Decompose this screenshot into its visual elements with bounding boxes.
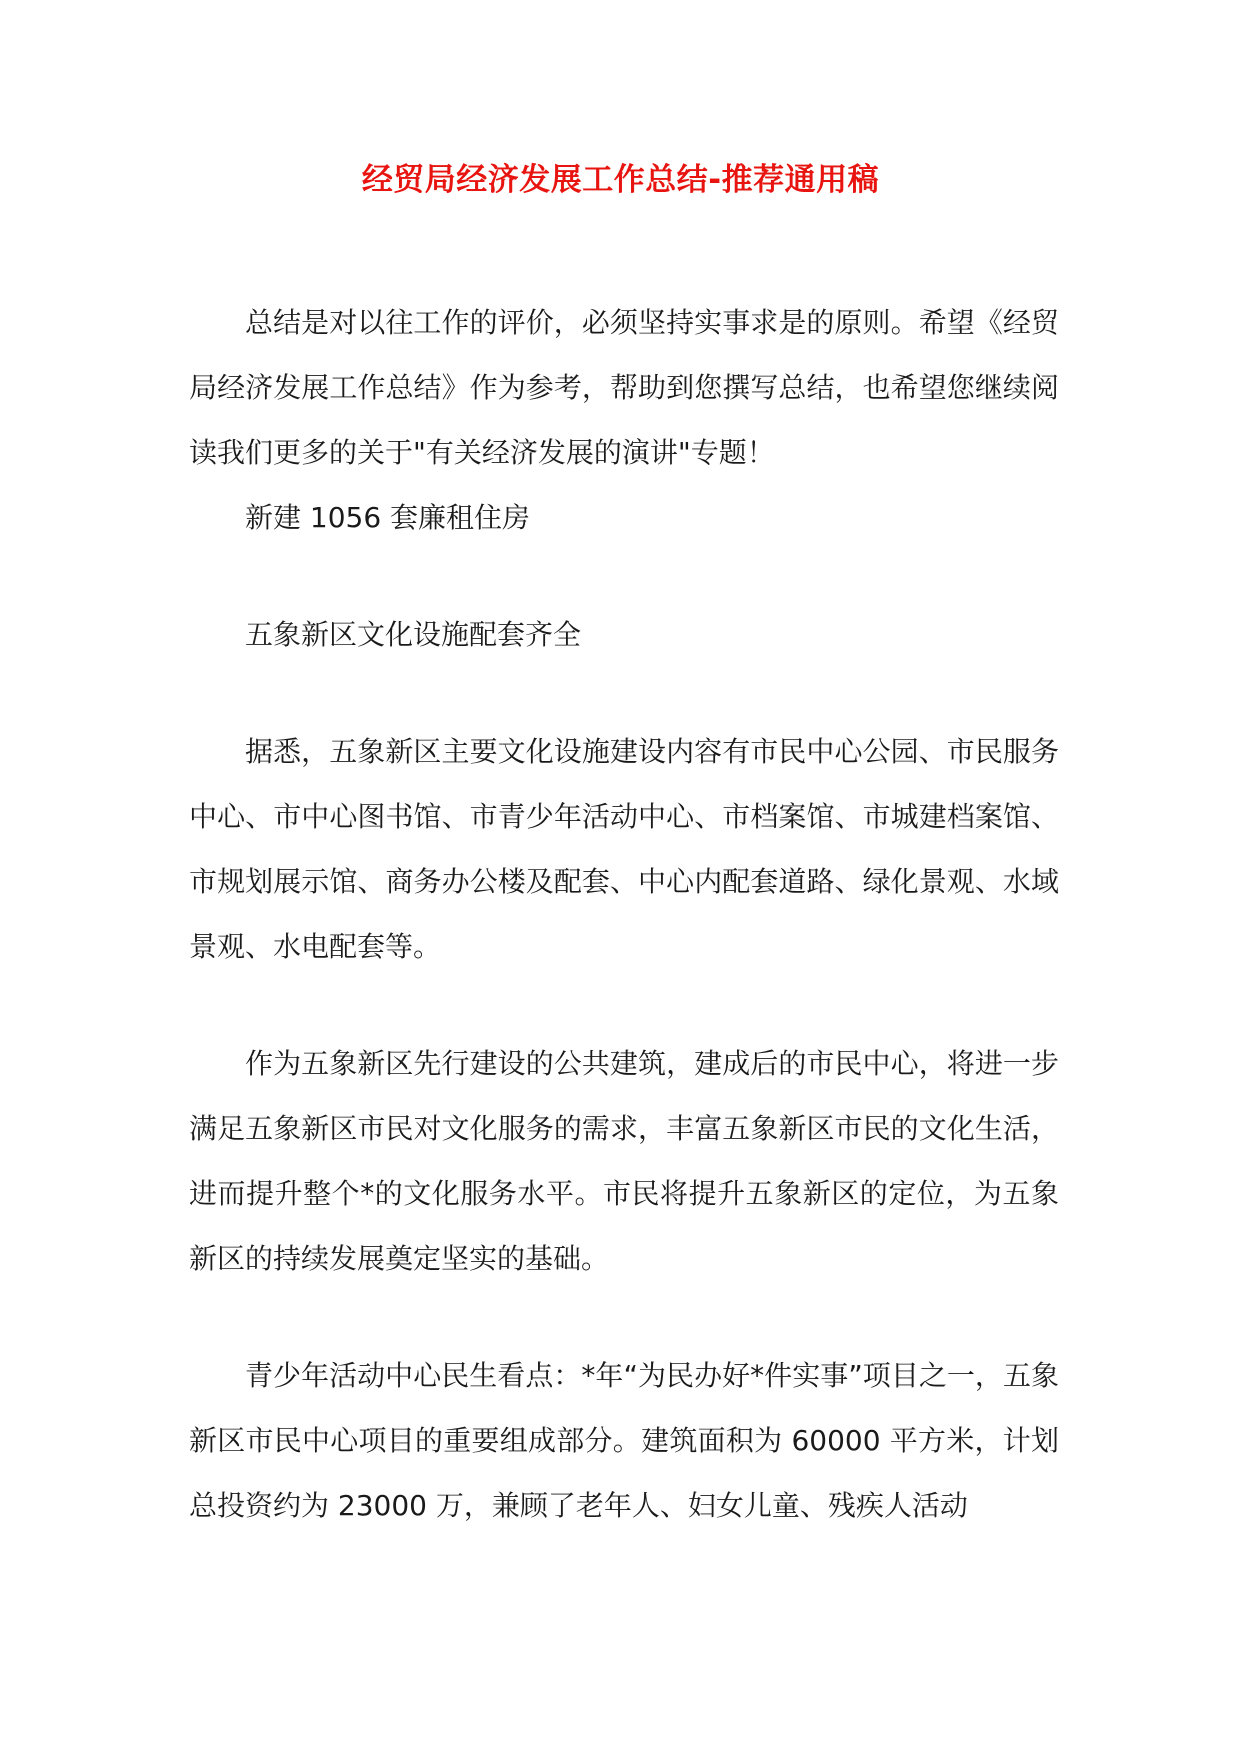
paragraph-facilities: 据悉，五象新区主要文化设施建设内容有市民中心公园、市民服务中心、市中心图书馆、市青少年活动中心、市档案馆、市城建档案馆、市规划展示馆、商务办公楼及配套、中心内配套道路、绿化景观、水域景观、水电配套等。: [189, 735, 1059, 963]
subheading-culture: 五象新区文化设施配套齐全: [245, 618, 582, 651]
subheading-housing: 新建 1056 套廉租住房: [245, 501, 531, 534]
paragraph-youth-center: 青少年活动中心民生看点：*年“为民办好*件实事”项目之一，五象新区市民中心项目的重要组成部分。建筑面积为 60000 平方米，计划总投资约为 23000 万，兼顾了老年人、妇女儿童、残疾人活动: [189, 1359, 1059, 1522]
intro-paragraph: 总结是对以往工作的评价，必须坚持实事求是的原则。希望《经贸局经济发展工作总结》作为参考，帮助到您撰写总结，也希望您继续阅读我们更多的关于"有关经济发展的演讲"专题！: [189, 306, 1059, 469]
document-title: 经贸局经济发展工作总结-推荐通用稿: [361, 162, 880, 198]
document-body: [189, 290, 1059, 1538]
paragraph-civic-center: 作为五象新区先行建设的公共建筑，建成后的市民中心，将进一步满足五象新区市民对文化服务的需求，丰富五象新区市民的文化生活，进而提升整个*的文化服务水平。市民将提升五象新区的定位，为五象新区的持续发展奠定坚实的基础。: [189, 1047, 1059, 1275]
